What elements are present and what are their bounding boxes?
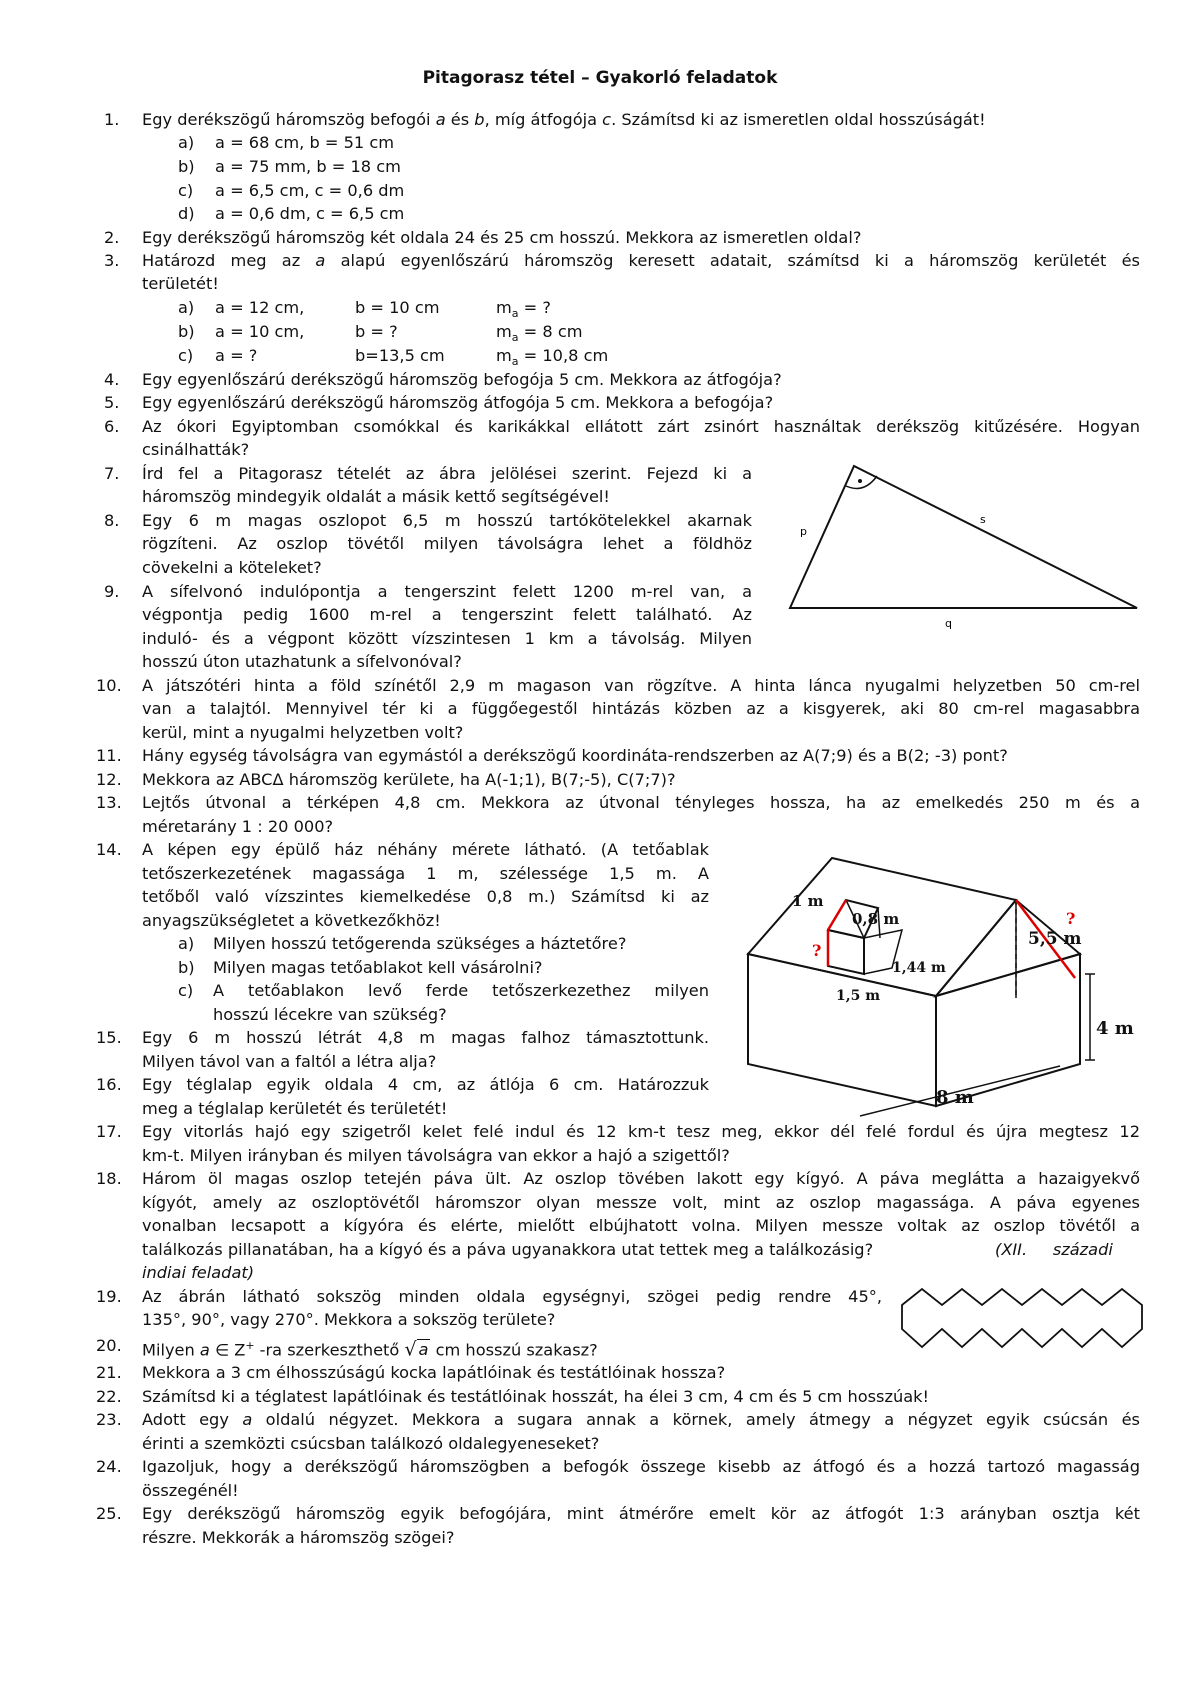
problem-18-text-3: vonalban lecsapott a kígyóra és elérte, mielőtt elbújhatott volna. Milyen messze voltak az oszlop tövétől a [142,1216,1140,1235]
problem-14-text-2: tetőszerkezetének magassága 1 m, szélessége 1,5 m. A [142,864,709,883]
item-number: 24. [96,1457,122,1476]
problem-8-text: Egy 6 m magas oszlopot 6,5 m hosszú tartókötelekkel akarnak [142,511,752,530]
item-number: 15. [96,1028,122,1047]
item-number: 7. [104,464,120,483]
item-number: 25. [96,1504,122,1523]
label-1-44m: 1,44 m [892,960,946,976]
sub-value: a = 10 cm, [215,322,305,341]
problem-6-text: Az ókori Egyiptomban csomókkal és karikákkal ellátott zárt zsinórt használtak derékszög kitűzésére. Hogyan [142,417,1140,436]
item-number: 1. [104,110,120,129]
item-number: 16. [96,1075,122,1094]
problem-17-text: Egy vitorlás hajó egy szigetről kelet felé indul és 12 km-t tesz meg, ekkor dél felé fordul és újra megtesz 12 [142,1122,1140,1141]
problem-9-text-3: induló- és a végpont között vízszintesen 1 km a távolság. Milyen [142,629,752,648]
item-number: 12. [96,770,122,789]
item-number: 18. [96,1169,122,1188]
label-5-5m: 5,5 m [1028,929,1082,949]
problem-18-text-4: találkozás pillanatában, ha a kígyó és a páva ugyanakkora utat tettek meg a találkozásig? [142,1240,874,1259]
problem-8-text-2: rögzíteni. Az oszlop tövétől milyen távolságra lehet a földhöz [142,534,752,553]
sub-label: c) [178,181,194,200]
problem-12-text: Mekkora az ABCΔ háromszög kerülete, ha A(-1;1), B(7;-5), C(7;7)? [142,770,676,789]
label-1m: 1 m [792,892,824,910]
problem-22-text: Számítsd ki a téglatest lapátlóinak és testátlóinak hosszát, ha élei 3 cm, 4 cm és 5 cm hosszúak! [142,1387,930,1406]
problem-7-text-2: háromszög mindegyik oldalát a másik kettő segítségével! [142,487,610,506]
problem-6-text-2: csinálhatták? [142,440,250,459]
problem-11-text: Hány egység távolságra van egymástól a derékszögű koordináta-rendszerben az A(7;9) és a B(2; -3) pont? [142,746,1008,765]
sub-value: a = 68 cm, b = 51 cm [215,133,395,152]
house-figure [740,838,1160,1118]
red-dormer-roof [828,900,846,930]
item-number: 10. [96,676,122,695]
problem-25-text-2: részre. Mekkorák a háromszög szögei? [142,1528,455,1547]
red-question-2: ? [1066,909,1076,928]
item-number: 14. [96,840,122,859]
problem-2-text: Egy derékszögű háromszög két oldala 24 és 25 cm hosszú. Mekkora az ismeretlen oldal? [142,228,862,247]
problem-1-text: Egy derékszögű háromszög befogói a és b, míg átfogója c. Számítsd ki az ismeretlen oldal hosszúságát! [142,110,986,129]
problem-14-text-4: anyagszükségletet a következőkhöz! [142,911,441,930]
item-number: 21. [96,1363,122,1382]
item-number: 13. [96,793,122,812]
house-base-front [748,954,936,1106]
sub-value: a = 6,5 cm, c = 0,6 dm [215,181,405,200]
problem-23-text: Adott egy a oldalú négyzet. Mekkora a sugara annak a körnek, amely átmegy a négyzet egyik csúcsán és [142,1410,1140,1429]
problem-18-text-5: indiai feladat) [142,1263,255,1282]
problem-24-text-2: összegénél! [142,1481,239,1500]
sub-label: b) [178,958,195,977]
sub-label: c) [178,981,194,1000]
problem-24-text: Igazoljuk, hogy a derékszögű háromszögben a befogók összege kisebb az átfogó és a hozzá tartozó magasság [142,1457,1140,1476]
label-0-8m: 0,8 m [852,910,900,928]
problem-5-text: Egy egyenlőszárú derékszögű háromszög átfogója 5 cm. Mekkora a befogója? [142,393,774,412]
sub-label: d) [178,204,195,223]
problem-7-text: Írd fel a Pitagorasz tételét az ábra jelölései szerint. Fejezd ki a [142,464,752,483]
problem-9-text-2: végpontja pedig 1600 m-rel a tengerszint felett található. Az [142,605,752,624]
sub-value: a = 12 cm, [215,298,305,317]
sub-label: a) [178,133,195,152]
problem-16-text: Egy téglalap egyik oldala 4 cm, az átlója 6 cm. Határozzuk [142,1075,709,1094]
sub-label: a) [178,298,195,317]
sub-label: c) [178,346,194,365]
label-1-5m: 1,5 m [836,988,881,1004]
label-p: p [800,525,807,538]
house-base-side [936,954,1080,1106]
problem-19-text: Az ábrán látható sokszög minden oldala egységnyi, szögei pedig rendre 45°, [142,1287,882,1306]
item-number: 19. [96,1287,122,1306]
label-4m: 4 m [1096,1018,1134,1039]
problem-14-text: A képen egy épülő ház néhány mérete látható. (A tetőablak [142,840,709,859]
problem-10-text-2: van a talajtól. Mennyivel tér ki a függőegestől hintázás közben az a kisgyerek, aki 80 cm-rel magasabbra [142,699,1140,718]
right-angle-dot [858,479,862,483]
problem-20-text: Milyen a ∈ Z+ -ra szerkeszthető √ a cm hosszú szakasz? [142,1338,598,1361]
red-question-1: ? [812,941,822,960]
item-number: 3. [104,251,120,270]
problem-19-text-2: 135°, 90°, vagy 270°. Mekkora a sokszög területe? [142,1310,556,1329]
problem-17-text-2: km-t. Milyen irányban és milyen távolságra van ekkor a hajó a szigettől? [142,1146,730,1165]
sub-value: Milyen magas tetőablakot kell vásárolni? [213,958,543,977]
problem-3-text-2: területét! [142,274,219,293]
right-triangle-figure [780,460,1180,640]
problem-18-text-2: kígyót, amely az oszloptövétől háromszor olyan messze volt, mint az oszlop magassága. A páva egyenes [142,1193,1140,1212]
item-number: 5. [104,393,120,412]
label-8m: 8 m [936,1087,974,1108]
problem-25-text: Egy derékszögű háromszög egyik befogójára, mint átmérőre emelt kör az átfogót 1:3 arányban osztja két [142,1504,1140,1523]
page-title: Pitagorasz tétel – Gyakorló feladatok [422,68,778,88]
problem-10-text-3: kerül, mint a nyugalmi helyzetben volt? [142,723,464,742]
problem-15-text: Egy 6 m hosszú létrát 4,8 m magas falhoz támasztottunk. [142,1028,709,1047]
label-s: s [980,513,986,526]
sub-value: b=13,5 cm [355,346,445,365]
sub-label: b) [178,157,195,176]
problem-10-text: A játszótéri hinta a föld színétől 2,9 m magason van rögzítve. A hinta lánca nyugalmi helyzetben 50 cm-rel [142,676,1140,695]
sub-value: b = 10 cm [355,298,440,317]
problem-3-text: Határozd meg az a alapú egyenlőszárú háromszög keresett adatait, számítsd ki a háromszög kerületét és [142,251,1140,270]
problem-4-text: Egy egyenlőszárú derékszögű háromszög befogója 5 cm. Mekkora az átfogója? [142,370,782,389]
problem-13-text-2: méretarány 1 : 20 000? [142,817,334,836]
label-q: q [945,617,952,630]
problem-21-text: Mekkora a 3 cm élhosszúságú kocka lapátlóinak és testátlóinak hossza? [142,1363,726,1382]
item-number: 22. [96,1387,122,1406]
triangle-outline [790,466,1137,608]
problem-8-text-3: cövekelni a köteleket? [142,558,322,577]
item-number: 6. [104,417,120,436]
problem-9-text-4: hosszú úton utazhatunk a sífelvonóval? [142,652,462,671]
sub-value: A tetőablakon levő ferde tetőszerkezethez milyen [213,981,709,1000]
problem-9-text: A sífelvonó indulópontja a tengerszint felett 1200 m-rel van, a [142,582,752,601]
item-number: 17. [96,1122,122,1141]
problem-18-source: (XII. századi [995,1240,1113,1259]
problem-14-text-3: tetőből való vízszintes kiemelkedése 0,8 m.) Számítsd ki az [142,887,709,906]
sub-value: Milyen hosszú tetőgerenda szükséges a háztetőre? [213,934,627,953]
problem-23-text-2: érinti a szemközti csúcsban találkozó oldalegyeneseket? [142,1434,600,1453]
item-number: 8. [104,511,120,530]
problem-16-text-2: meg a téglalap kerületét és területét! [142,1099,448,1118]
problem-18-text: Három öl magas oszlop tetején páva ült. Az oszlop tövében lakott egy kígyó. A páva meglátta a hazaigyekvő [142,1169,1140,1188]
sub-value: b = ? [355,322,398,341]
sub-value: hosszú lécekre van szükség? [213,1005,447,1024]
item-number: 4. [104,370,120,389]
item-number: 11. [96,746,122,765]
problem-15-text-2: Milyen távol van a faltól a létra alja? [142,1052,437,1071]
sub-value: $m_a = 8$ cm [496,322,583,345]
sub-value: a = 0,6 dm, c = 6,5 cm [215,204,405,223]
problem-13-text: Lejtős útvonal a térképen 4,8 cm. Mekkora az útvonal tényleges hossza, ha az emelkedés 250 m és a [142,793,1140,812]
sub-value: a = ? [215,346,258,365]
item-number: 23. [96,1410,122,1429]
sub-value: $m_a$ = ? [496,298,551,321]
sub-value: a = 75 mm, b = 18 cm [215,157,401,176]
sub-value: $m_a = 10,8$ cm [496,346,609,369]
item-number: 2. [104,228,120,247]
item-number: 20. [96,1336,122,1355]
sub-label: b) [178,322,195,341]
sub-label: a) [178,934,195,953]
item-number: 9. [104,582,120,601]
